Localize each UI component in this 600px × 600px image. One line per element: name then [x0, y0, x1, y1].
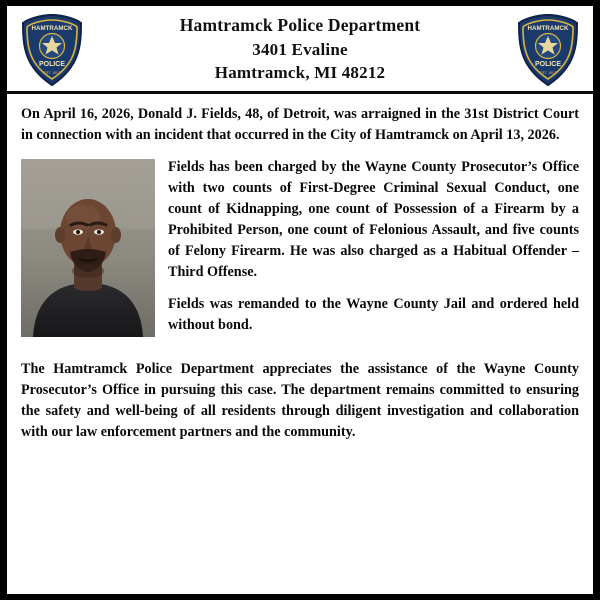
department-address-line-1: 3401 Evaline: [252, 39, 348, 59]
police-badge-icon: [19, 13, 85, 87]
booking-photo: [21, 159, 155, 337]
letterhead-text-block: [85, 14, 515, 85]
paragraph-spacer: [21, 347, 579, 359]
svg-text:POLICE: POLICE: [534, 60, 562, 68]
mugshot-container: [21, 159, 155, 337]
svg-text:EST 1922: EST 1922: [539, 69, 557, 75]
department-name: Hamtramck Police Department: [179, 14, 421, 35]
paragraph-remand: Fields was remanded to the Wayne County Jail and ordered held without bond.: [168, 296, 579, 334]
paragraph-acknowledgement: The Hamtramck Police Department appreciates the assistance of the Wayne County Prosecutor’s Office in pursuing this case. The department remains committed to ensuring the safety and well-being of all residents through diligent investigation and collaboration with our law enforcement partners and the community.: [21, 361, 579, 441]
press-release-body: [7, 94, 593, 594]
svg-text:HAMTRAMCK: HAMTRAMCK: [31, 24, 73, 32]
letterhead-header: [7, 6, 593, 94]
svg-text:EST 1922: EST 1922: [43, 69, 61, 75]
department-address-line-2: Hamtramck, MI 48212: [214, 63, 386, 83]
svg-text:POLICE: POLICE: [38, 60, 66, 68]
paragraph-arraignment: On April 16, 2026, Donald J. Fields, 48, of Detroit, was arraigned in the 31st District Court in connection with an incident that occurred in the City of Hamtramck on April 13, 2026.: [21, 106, 579, 144]
press-release-sheet: [7, 6, 593, 594]
police-badge-icon: [515, 13, 581, 87]
svg-text:HAMTRAMCK: HAMTRAMCK: [527, 24, 569, 32]
paragraph-charges: Fields has been charged by the Wayne County Prosecutor’s Office with two counts of First-Degree Criminal Sexual Conduct, one count of Kidnapping, one count of Possession of a Firearm by a Prohibited Person, one count of Felonious Assault, and five counts of Felony Firearm. He was also charged as a Habitual Offender – Third Offense.: [168, 159, 579, 281]
